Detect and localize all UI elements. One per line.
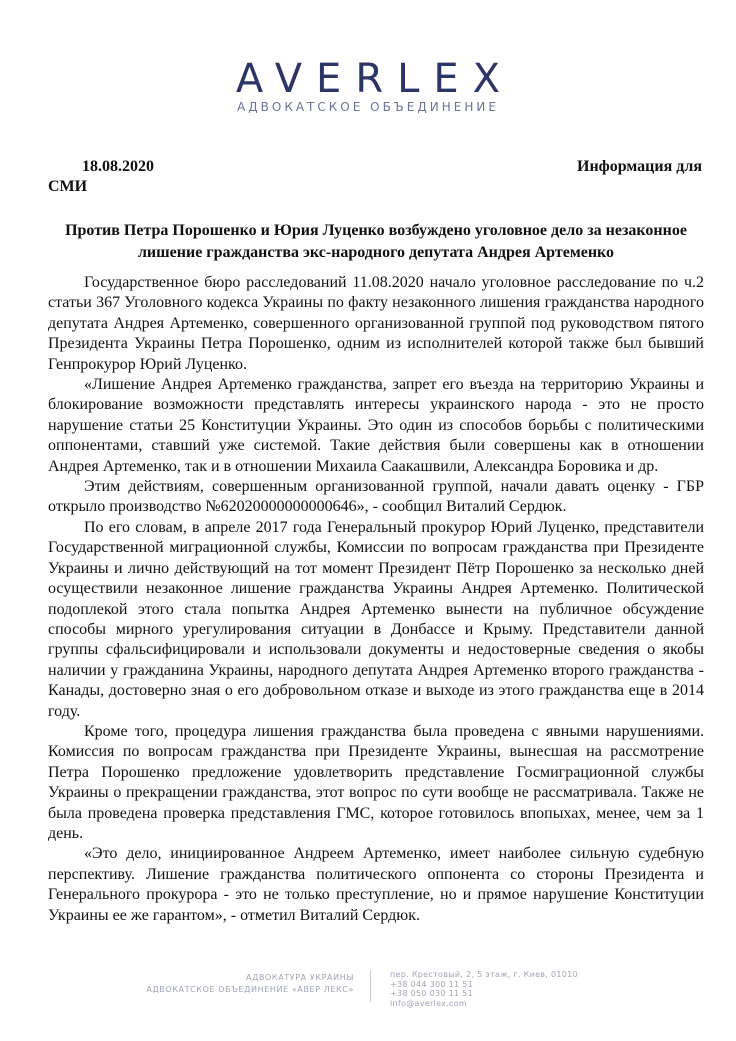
footer-contacts xyxy=(390,970,578,1008)
footer-address: пер. Крестовый, 2, 5 этаж, г. Киев, 01010 xyxy=(390,970,578,979)
info-for-label: Информация для xyxy=(577,158,702,175)
footer-org-line: АДВОКАТУРА УКРАИНЫ xyxy=(246,973,354,982)
footer-phone: +38 044 300 11 51 xyxy=(390,979,474,989)
letterhead xyxy=(0,58,736,114)
paragraph: По его словам, в апреле 2017 года Генеральный прокурор Юрий Луценко, представители Государственной миграционной службы, Комиссии по вопросам гражданства при Президенте Украины и лично действующий на тот момент Президент Пётр Порошенко за несколько дней осуществили незаконное лишение гражданства Украины Андрея Артеменко. Политической подоплекой этого стала попытка Андрея Артеменко вынести на публичное обсуждение способы мирного урегулирования ситуации в Донбассе и Крыму. Представители данной группы сфальсифицировали и использовали документы и недостоверные сведения о якобы наличии у гражданина Украины, народного депутата Андрея Артеменко второго гражданства - Канады, достоверно зная о его добровольном отказе и выходе из этого гражданства еще в 2014 году. xyxy=(48,518,704,720)
document-date: 18.08.2020 xyxy=(82,158,154,175)
footer-organization xyxy=(146,972,354,996)
paragraph: «Лишение Андрея Артеменко гражданства, запрет его въезда на территорию Украины и блокирование возможности представлять интересы украинского народа - это не просто нарушение статьи 25 Конституции Украины. Это один из способов борьбы с политическими оппонентами, ставший уже системой. Такие действия были совершены как в отношении Андрея Артеменко, так и в отношении Михаила Саакашвили, Александра Боровика и др. xyxy=(48,376,704,475)
paragraph: «Это дело, инициированное Андреем Артеменко, имеет наиболее сильную судебную перспективу. Лишение гражданства политического оппонента со стороны Президента и Генерального прокурора - это не только преступление, но и прямое нарушение Конституции Украины ее же гарантом», - отметил Виталий Сердюк. xyxy=(48,845,704,924)
paragraph: Кроме того, процедура лишения гражданства была проведена с явными нарушениями. Комиссия по вопросам гражданства при Президенте Украины, вынесшая на рассмотрение Петра Порошенко предложение удовлетворить представление Госмиграционной службы Украины о прекращении гражданства, этот вопрос по сути вообще не рассматривала. Также не была проведена проверка представления ГМС, которое готовилось впопыхах, менее, чем за 1 день. xyxy=(48,722,704,842)
page-footer xyxy=(0,970,736,1010)
company-logo: AVERLEX xyxy=(235,56,515,102)
footer-org-line: АДВОКАТСКОЕ ОБЪЕДИНЕНИЕ «АВЕР ЛЕКС» xyxy=(146,985,354,994)
document-title: Против Петра Порошенко и Юрия Луценко возбуждено уголовное дело за незаконное лишение гражданства экс-народного депутата Андрея Артеменко xyxy=(65,222,687,261)
footer-email: info@averlex.com xyxy=(390,998,468,1008)
document-body xyxy=(48,273,704,926)
media-label: СМИ xyxy=(48,178,88,195)
paragraph: Государственное бюро расследований 11.08.2020 начало уголовное расследование по ч.2 статьи 367 Уголовного кодекса Украины по факту незаконного лишения гражданства народного депутата Андрея Артеменко, совершенного организованной группой под руководством пятого Президента Украины Петра Порошенко, одним из исполнителей которой также был бывший Генпрокурор Юрий Луценко. xyxy=(48,274,704,373)
paragraph: Этим действиям, совершенным организованной группой, начали давать оценку - ГБР открыло производство №62020000000000646», - сообщил Виталий Сердюк. xyxy=(48,478,704,516)
footer-divider xyxy=(370,970,371,1002)
footer-phone: +38 050 030 11 51 xyxy=(390,989,474,998)
company-subtitle: АДВОКАТСКОЕ ОБЪЕДИНЕНИЕ xyxy=(237,100,499,114)
